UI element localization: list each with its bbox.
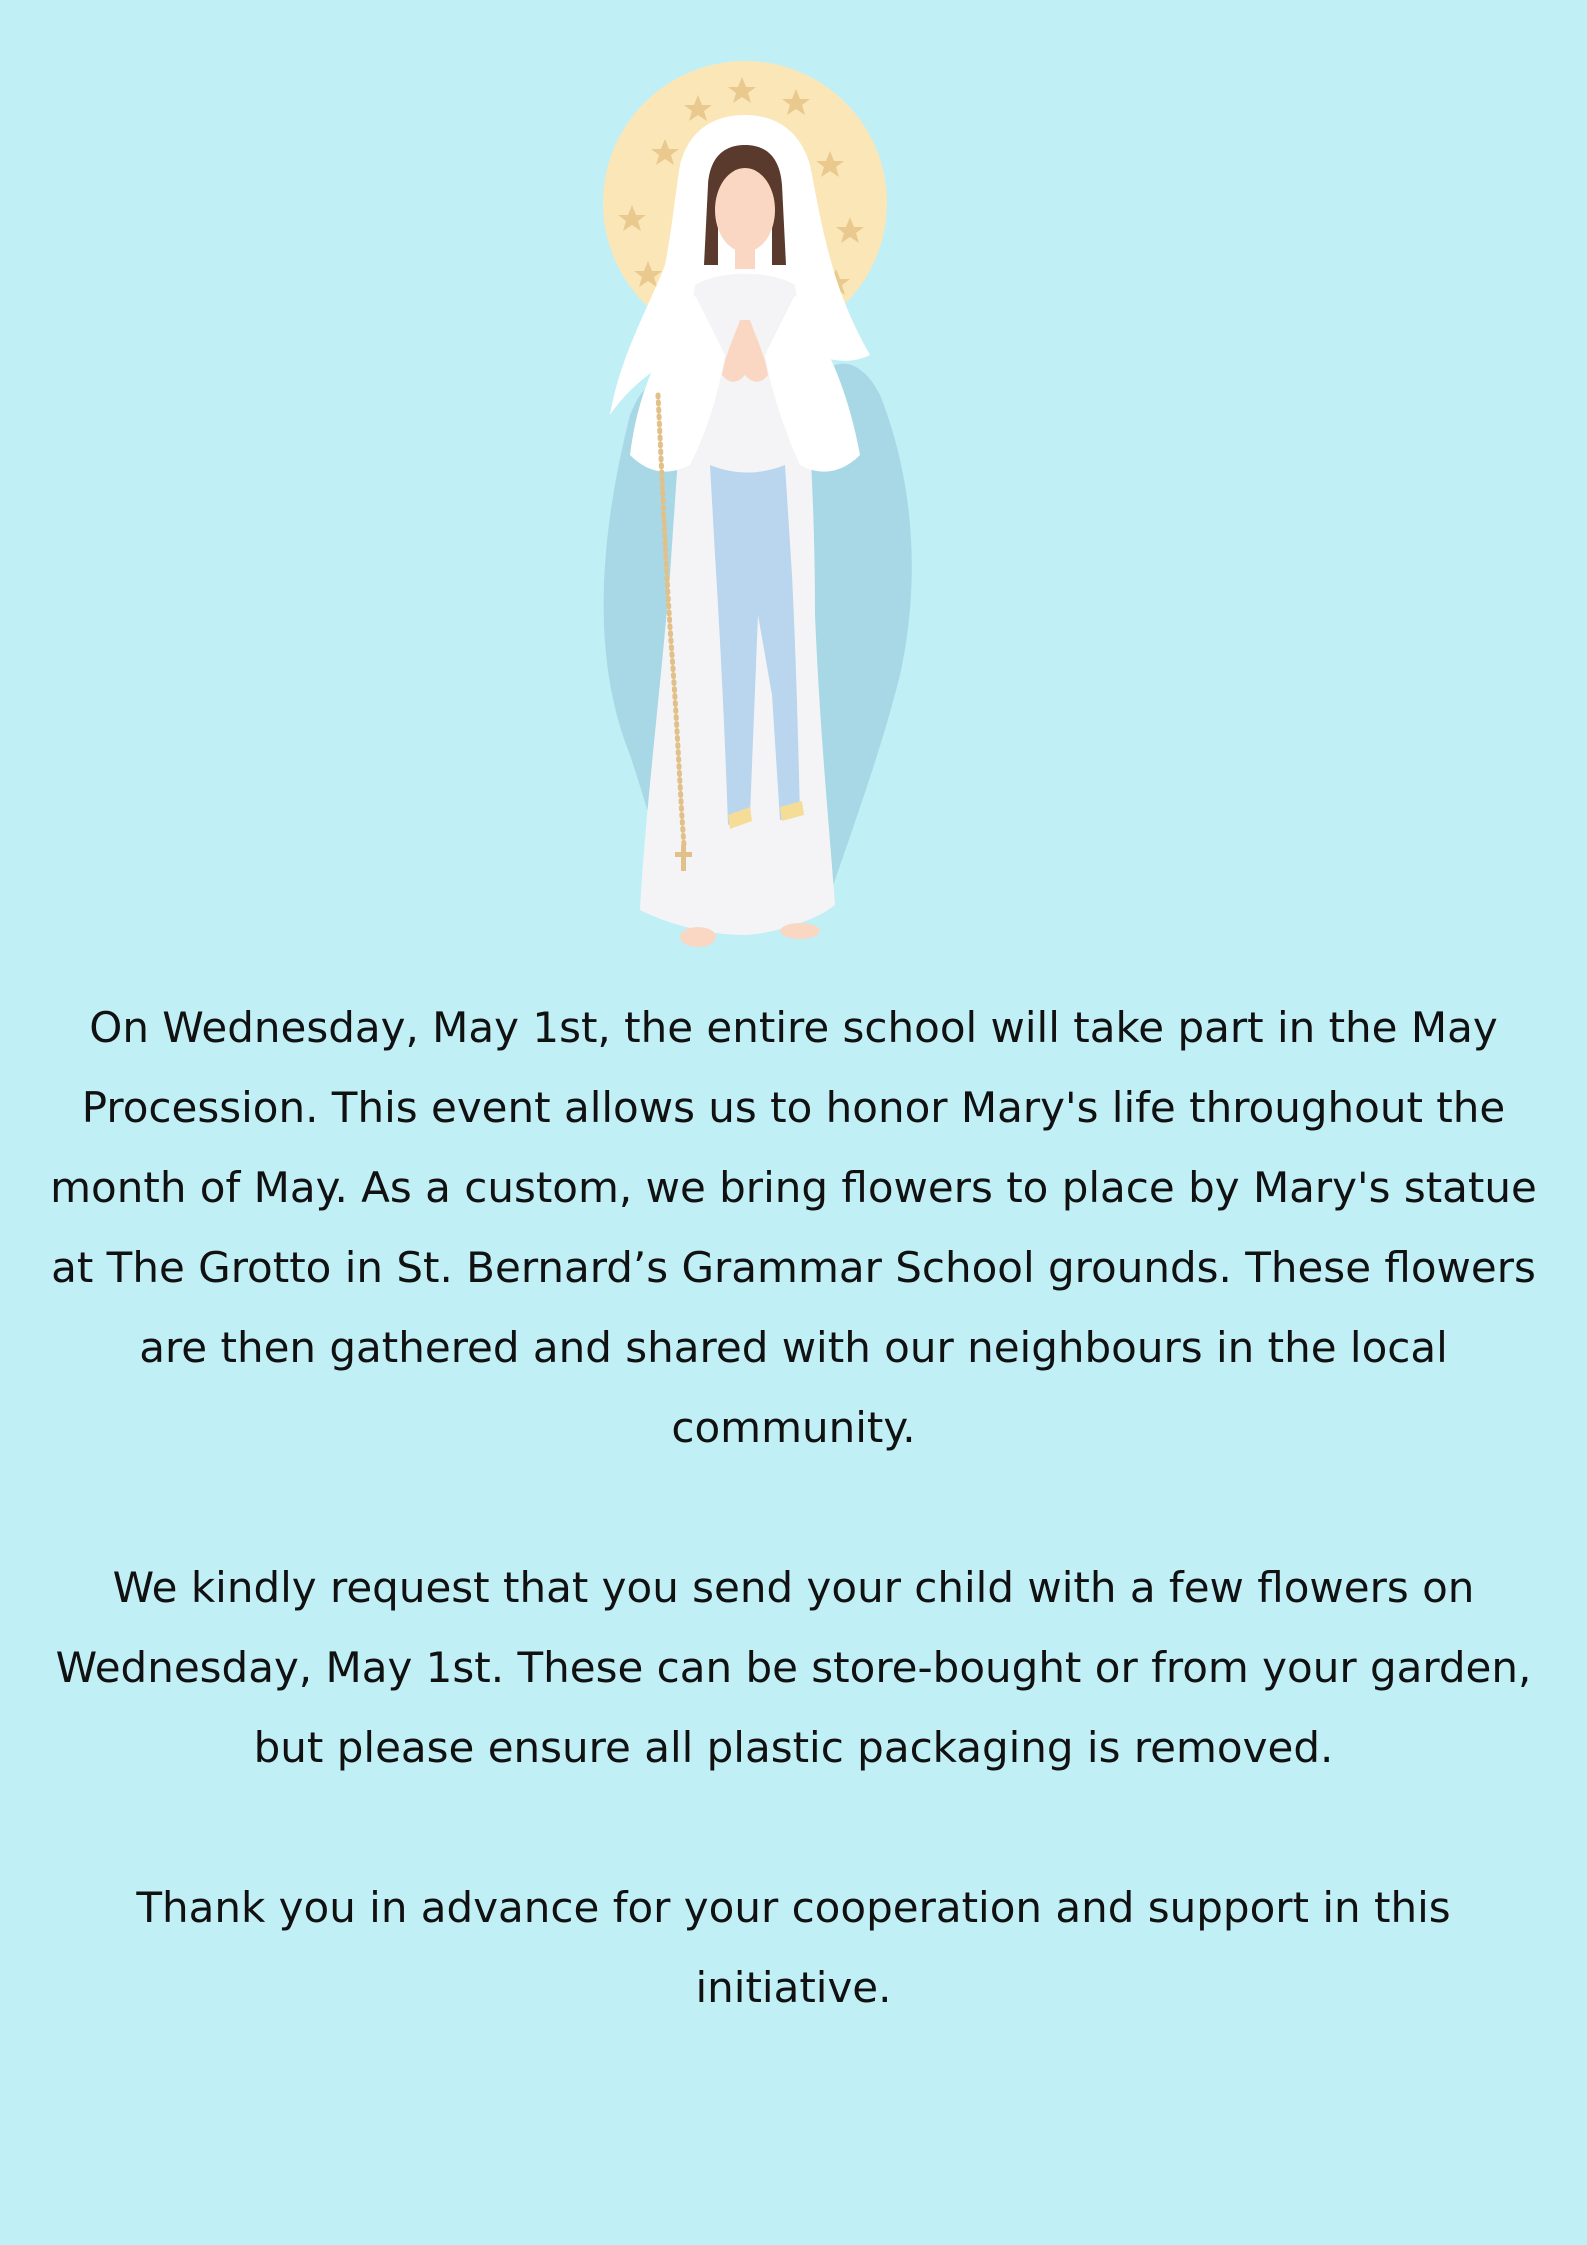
- announcement-text: [50, 988, 1537, 2028]
- face-icon: [715, 168, 775, 252]
- paragraph-procession: On Wednesday, May 1st, the entire school will take part in the May Procession. This event allows us to honor Mary's life throughout the month of May. As a custom, we bring flowers to place by Mary's statue at The Grotto in St. Bernard’s Grammar School grounds. These flowers are then gathered and shared with our neighbours in the local community.: [50, 1003, 1537, 1452]
- left-foot-icon: [680, 927, 716, 947]
- right-foot-icon: [780, 923, 820, 939]
- virgin-mary-illustration: [560, 55, 920, 965]
- neck-icon: [735, 247, 755, 269]
- paragraph-thank-you: Thank you in advance for your cooperation and support in this initiative.: [136, 1883, 1451, 2012]
- paragraph-spacer: [50, 1788, 1537, 1868]
- paragraph-flowers-request: We kindly request that you send your child with a few flowers on Wednesday, May 1st. These can be store-bought or from your garden, but please ensure all plastic packaging is removed.: [55, 1563, 1532, 1772]
- paragraph-spacer: [50, 1468, 1537, 1548]
